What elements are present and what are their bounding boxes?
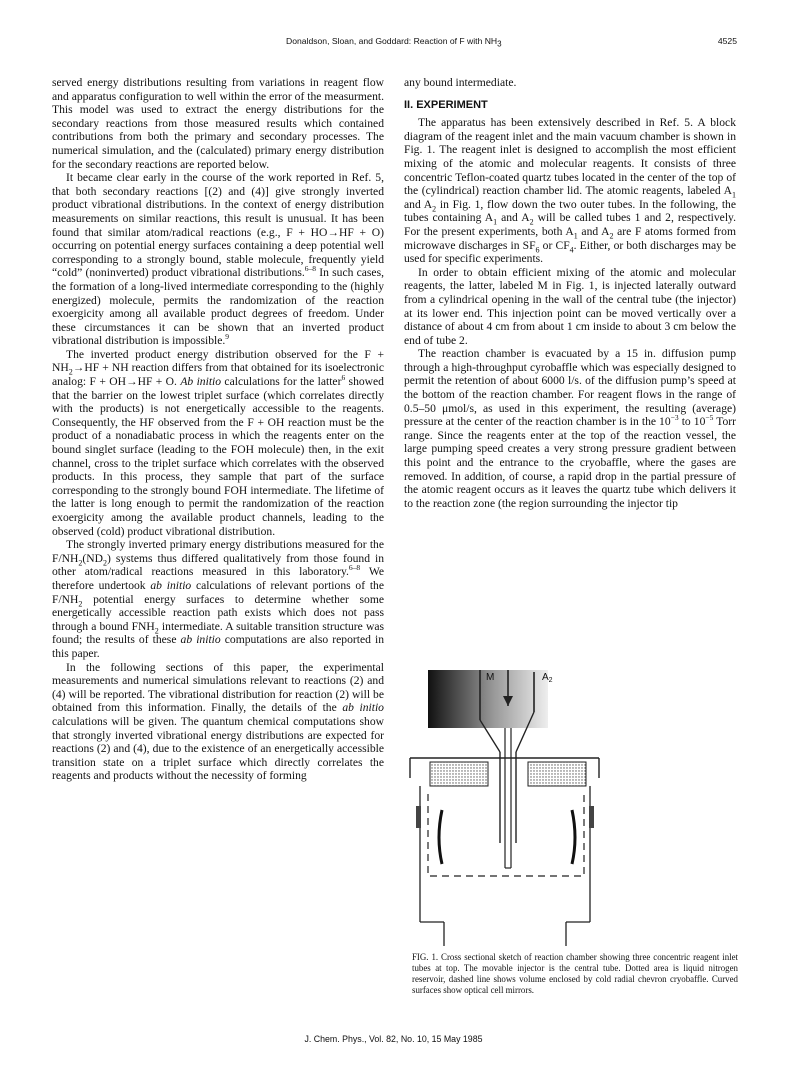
paragraph: The apparatus has been extensively described in Ref. 5. A block diagram of the reagent inlet and the main vacuum chamber is shown in Fig. 1. The reagent inlet is designed to accomplish the most efficient mixing of the atomic and molecular reagents. It consists of three concentric Teflon-coated quartz tubes located in the center of the top of the (cylindrical) reaction chamber lid. The atomic reagents, labeled $A_1$ and $A_2$ in Fig. 1, flow down the two outer tubes. In the following, the tubes containing $A_1$ and $A_2$ will be called tubes 1 and 2, respectively. For the present experiments, both $A_1$ and $A_2$ are F atoms formed from microwave discharges in $SF_6$ or $CF_4$. Either, or both discharges may be used for specific experiments.	[404, 116, 737, 266]
figure-caption: FIG. 1. Cross sectional sketch of reaction chamber showing three concentric reagent inlet tubes at top. The movable injector is the central tube. Dotted area is liquid nitrogen reservoir, dashed line shows volume enclosed by cold radial chevron cryobaffle. Curved surfaces show optical cell mirrors.	[412, 952, 738, 995]
paragraph: The inverted product energy distribution observed for the $F + NH_2\to HF$ + NH reaction differs from that obtained for its isoelectronic analog: F + OH→HF + O. Ab initio calculations for the latter$^6$ showed that the barrier on the lowest triplet surface (which correlates directly with the products) is not energetically accessible to the reagents. Consequently, the HF observed from the F + OH reaction must be the product of a nonadiabatic process in which the reagents enter on the bound singlet surface (leading to the FOH molecule) then, in the exit channel, cross to the triplet surface which correlates with the observed products. In this process, they sample that part of the surface corresponding to the strongly bound FOH intermediate. The lifetime of the latter is long enough to permit the randomization of the reaction exoergicity among the available product channels, leading to the observed (cold) product vibrational distribution.	[52, 347, 384, 538]
optical-mirror-left	[439, 810, 442, 864]
paragraph: In order to obtain efficient mixing of the atomic and molecular reagents, the latter, labeled M in Fig. 1, is injected laterally outward from a cylindrical opening in the wall of the central tube (the injector) at its lower end. This injection point can be moved vertically over a distance of about 4 cm from about 1 cm inside to about 3 cm below the end of tube 2.	[404, 265, 736, 347]
page-number: 4525	[717, 36, 737, 46]
reaction-chamber-sketch	[404, 668, 736, 948]
paragraph: served energy distributions resulting from variations in reagent flow and apparatus configuration to well within the error of the measurment. This model was used to extract the energy distributions for the secondary reactions from those measured results which contained contributions from both the primary and secondary processes. The numerical simulation, and the (calculated) primary energy distribution for the secondary reactions are reported below.	[52, 76, 384, 171]
window-right	[589, 806, 594, 828]
liquid-nitrogen-reservoir-right	[528, 762, 586, 786]
right-column	[404, 76, 736, 510]
running-title: Donaldson, Sloan, and Goddard: Reaction of F with $NH_3$	[286, 36, 502, 49]
paragraph: The reaction chamber is evacuated by a 15 in. diffusion pump through a high-throughput cyrobaffle which was especially designed to permit the retention of about 6000 l/s. of the diffusion pump’s speed at the bottom of the reaction chamber. For reagent flows in the range of 0.5–50 μmol/s, as used in this experiment, the resulting (average) pressure at the center of the reaction chamber is in the $10^{-3}$ to $10^{-5}$ Torr range. Since the reagents enter at the top of the reaction vessel, the large pumping speed creates a very strong pressure gradient between this point and the entrance to the cryobaffle, where the gases are removed. In addition, of course, a rapid drop in the partial pressure of the atomic reagent occurs as it leaves the quartz tube which delivers it to the reaction zone (the region surrounding the injector tip	[404, 347, 736, 510]
paragraph: In the following sections of this paper, the experimental measurements and numerical simulations relevant to reactions (2) and (4) will be reported. The vibrational distribution for reaction (2) will be obtained from this information. Finally, the details of the ab initio calculations will be given. The quantum chemical computations show that strongly inverted vibrational energy distributions are expected for reactions (2) and (4), due to the existence of an energetically accessible transition state on a triplet surface which directly correlates the reagents and products without the necessity of forming	[52, 660, 384, 783]
left-column	[52, 76, 384, 783]
window-left	[416, 806, 421, 828]
label-m: M	[486, 672, 495, 683]
paragraph: It became clear early in the course of the work reported in Ref. 5, that both secondary reactions [(2) and (4)] give strongly inverted product vibrational distributions. In the context of energy distribution measurements on similar reactions, this result is unusual. It has been found that similar atom/radical reactions (e.g., F + HO→HF + O) occurring on potential energy surfaces containing a deep potential well corresponding to a strongly bound, stable molecule, frequently yield “cold” (noninverted) product vibrational distributions.$^{6-8}$ In such cases, the formation of a long-lived intermediate corresponding to the (highly energized) molecule, permits the randomization of the reaction exoergicity among all available product degrees of freedom. Under these circumstances it can be shown that an inverted product vibrational distribution is impossible.$^9$	[52, 171, 384, 348]
paragraph: The strongly inverted primary energy distributions measured for the $F/NH_2(ND_2)$ systems thus differed qualitatively from those found in other atom/radical reactions measured in this laboratory.$^{6-8}$ We therefore undertook ab initio calculations of relevant portions of the $F/NH_2$ potential energy surfaces to determine whether some energetically accessible reaction path exists which does not pass through a bound $FNH_2$ intermediate. A suitable transition structure was found; the results of these ab initio computations are also reported in this paper.	[52, 538, 384, 660]
figure-1	[404, 668, 736, 948]
journal-citation: J. Chem. Phys., Vol. 82, No. 10, 15 May 1985	[304, 1034, 483, 1044]
label-a2: $A_2$	[542, 672, 553, 684]
paragraph: any bound intermediate.	[404, 76, 517, 89]
cryobaffle-volume	[428, 794, 584, 876]
liquid-nitrogen-reservoir-left	[430, 762, 488, 786]
optical-mirror-right	[572, 810, 575, 864]
section-heading: II. EXPERIMENT	[404, 98, 488, 111]
